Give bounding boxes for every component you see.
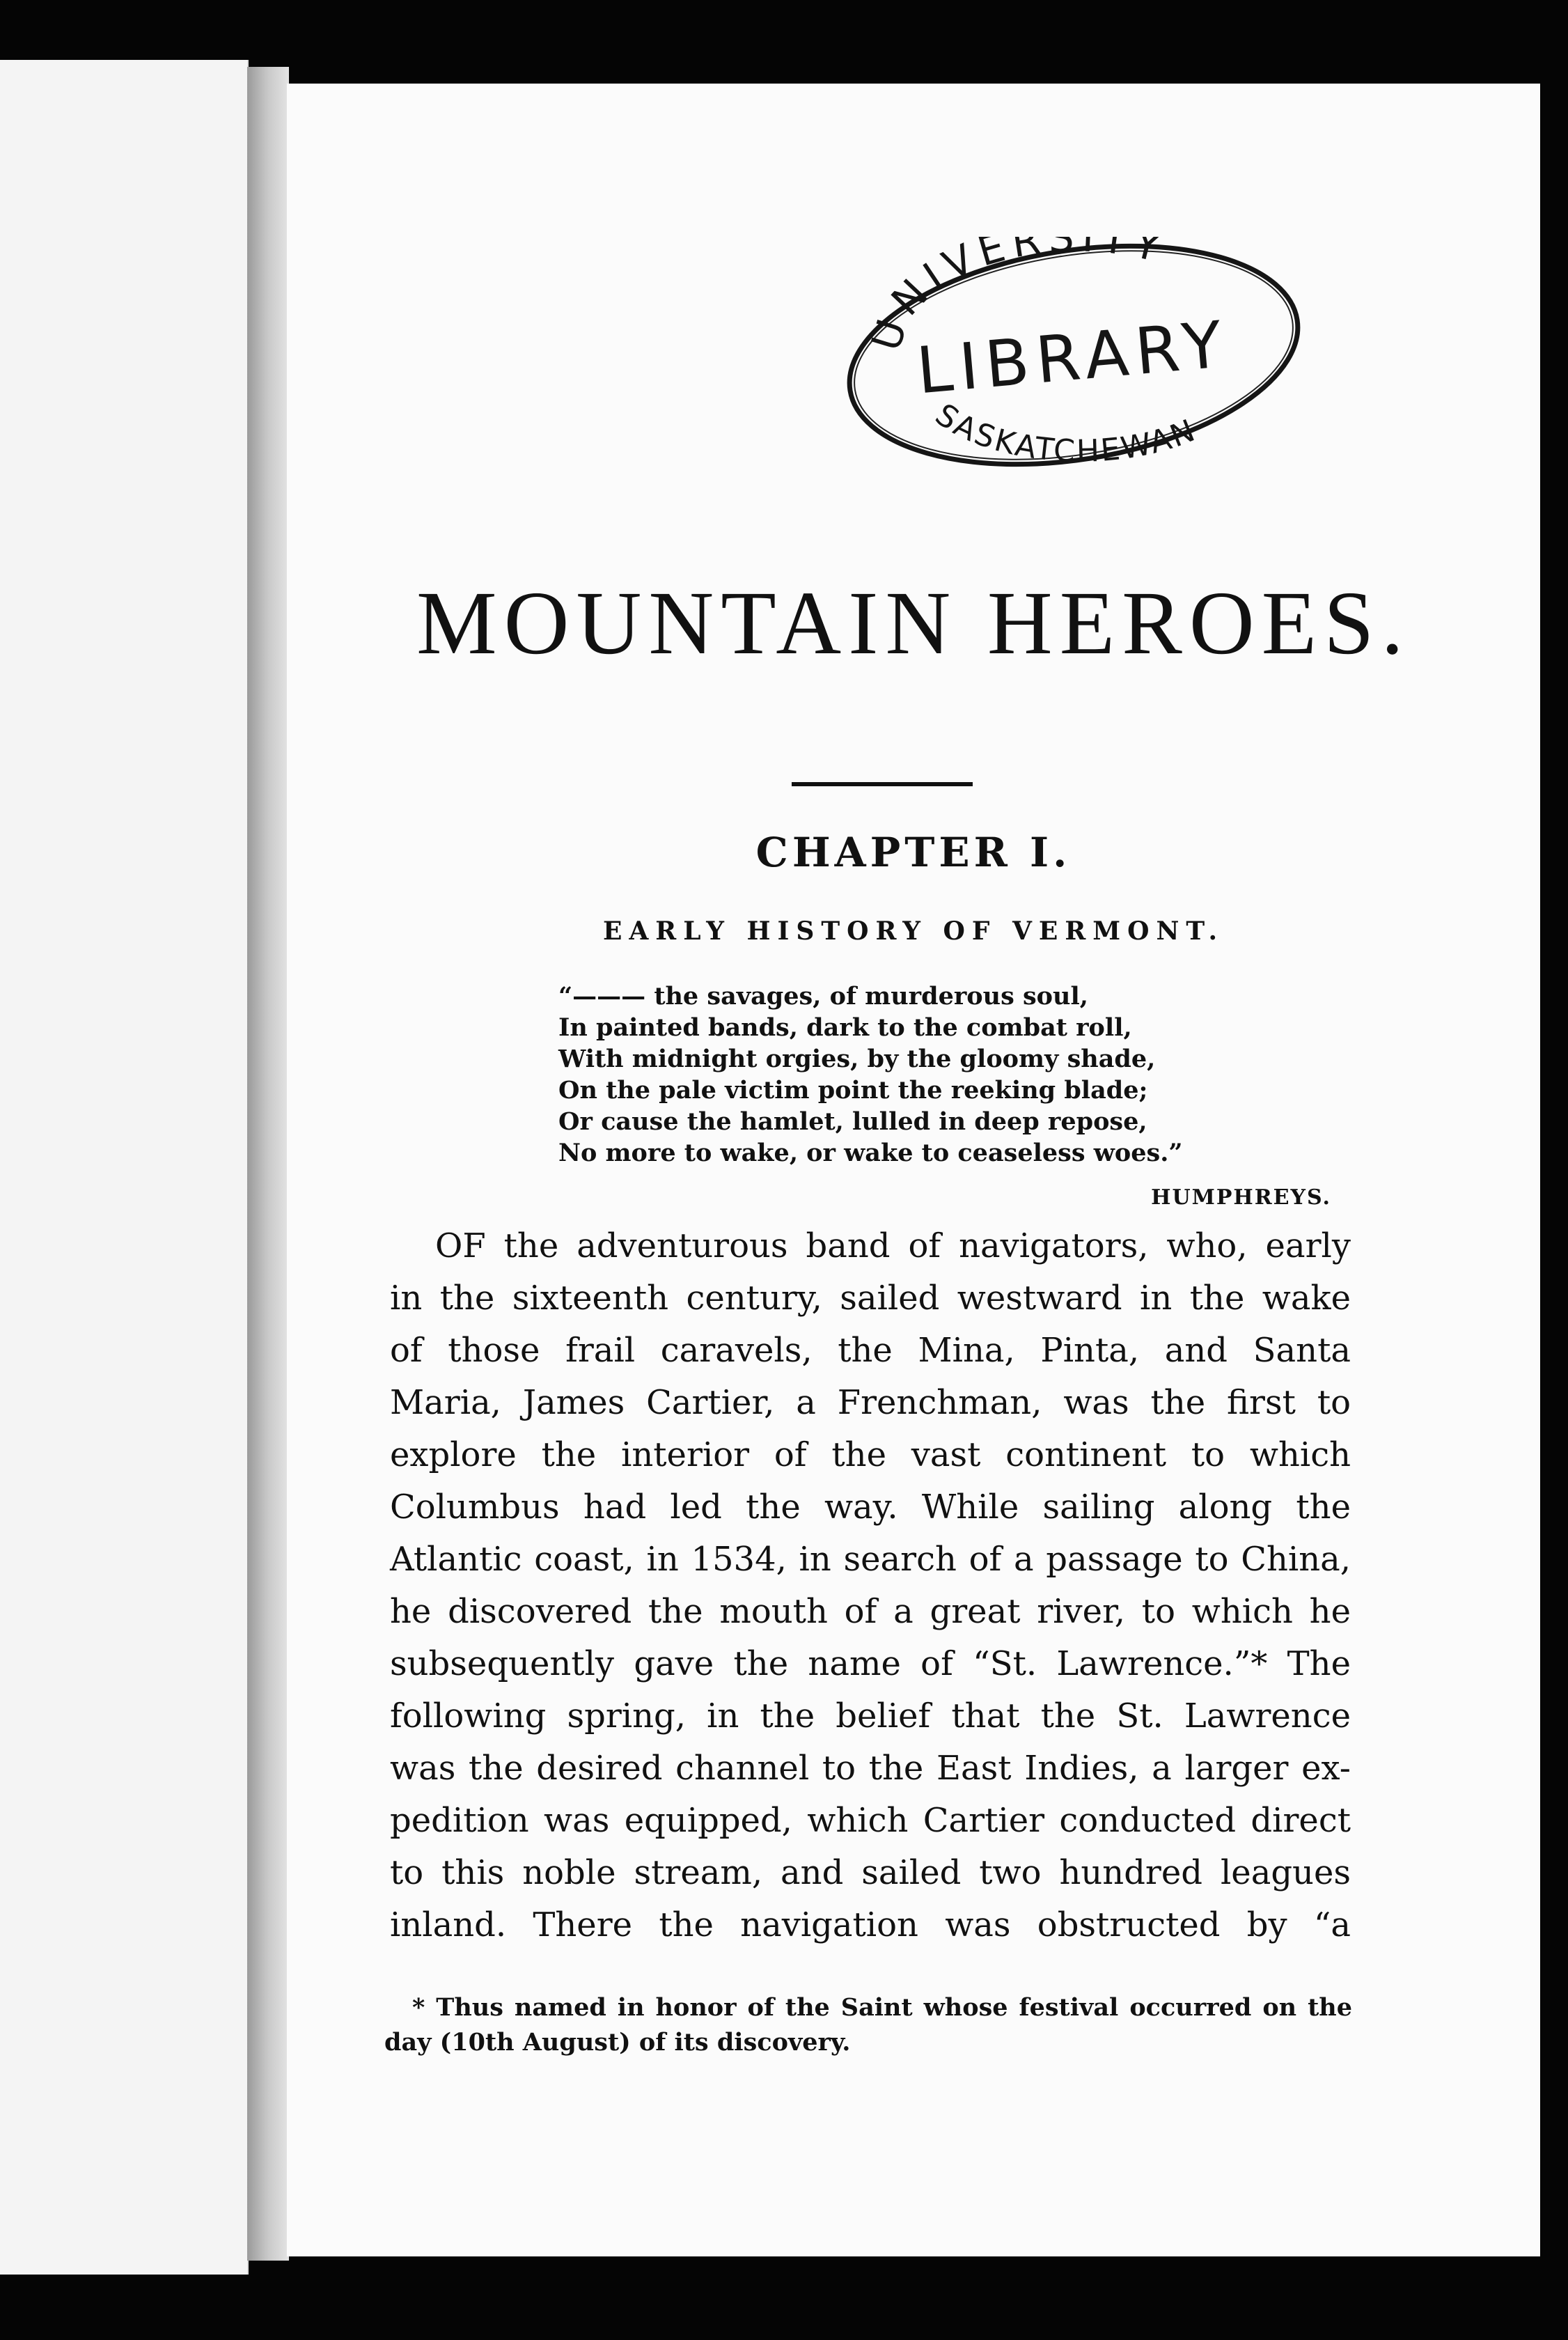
footnote bbox=[384, 1990, 1352, 2060]
epigraph-line: With midnight orgies, by the gloomy shade, bbox=[558, 1045, 1156, 1073]
epigraph-line: On the pale victim point the reeking blade; bbox=[558, 1076, 1148, 1105]
left-page-blank bbox=[0, 60, 249, 2275]
body-line: following spring, in the belief that the St. Lawrence bbox=[390, 1696, 1351, 1736]
body-line: of those frail caravels, the Mina, Pinta, and Santa bbox=[390, 1331, 1351, 1370]
body-line: Columbus had led the way. While sailing along the bbox=[390, 1488, 1351, 1527]
book-gutter bbox=[247, 67, 289, 2261]
body-line: pedition was equipped, which Cartier conducted direct bbox=[390, 1801, 1351, 1840]
body-line: inland. There the navigation was obstructed by “a bbox=[390, 1905, 1351, 1944]
body-line: in the sixteenth century, sailed westward in the wake bbox=[390, 1279, 1351, 1318]
epigraph-attribution: HUMPHREYS. bbox=[1151, 1185, 1331, 1210]
chapter-subtitle: EARLY HISTORY OF VERMONT. bbox=[602, 916, 1225, 946]
body-line: was the desired channel to the East Indies, a larger ex- bbox=[390, 1749, 1351, 1788]
body-line: Atlantic coast, in 1534, in search of a passage to China, bbox=[390, 1540, 1351, 1579]
body-line: explore the interior of the vast continent to which bbox=[390, 1435, 1351, 1474]
epigraph-verse bbox=[558, 981, 1464, 1169]
library-stamp bbox=[830, 237, 1317, 474]
body-line: he discovered the mouth of a great river, to which he bbox=[390, 1592, 1351, 1631]
title-divider bbox=[792, 782, 973, 786]
body-line: Maria, James Cartier, a Frenchman, was the first to bbox=[390, 1383, 1351, 1422]
chapter-heading: CHAPTER I. bbox=[755, 829, 1072, 876]
footnote-line: * Thus named in honor of the Saint whose festival occurred on the bbox=[412, 1993, 1352, 2022]
library-stamp-graphic bbox=[830, 237, 1317, 474]
epigraph-line: Or cause the hamlet, lulled in deep repose, bbox=[558, 1107, 1147, 1136]
body-line: subsequently gave the name of “St. Lawrence.”* The bbox=[390, 1644, 1351, 1683]
epigraph-line: No more to wake, or wake to ceaseless woes.” bbox=[558, 1139, 1183, 1167]
epigraph-line: “——— the savages, of murderous soul, bbox=[558, 982, 1088, 1011]
body-line: to this noble stream, and sailed two hundred leagues bbox=[390, 1853, 1351, 1892]
right-page bbox=[287, 84, 1540, 2256]
epigraph-line: In painted bands, dark to the combat roll, bbox=[558, 1013, 1132, 1042]
svg-text:UNIVERSITY: UNIVERSITY bbox=[862, 237, 1172, 357]
footnote-line: day (10th August) of its discovery. bbox=[384, 2028, 851, 2057]
svg-text:LIBRARY: LIBRARY bbox=[914, 306, 1232, 409]
body-line: OF the adventurous band of navigators, who, early bbox=[435, 1226, 1351, 1265]
body-paragraph bbox=[390, 1220, 1351, 1951]
book-title: MOUNTAIN HEROES. bbox=[416, 573, 1411, 673]
svg-text:SASKATCHEWAN: SASKATCHEWAN bbox=[928, 396, 1202, 469]
